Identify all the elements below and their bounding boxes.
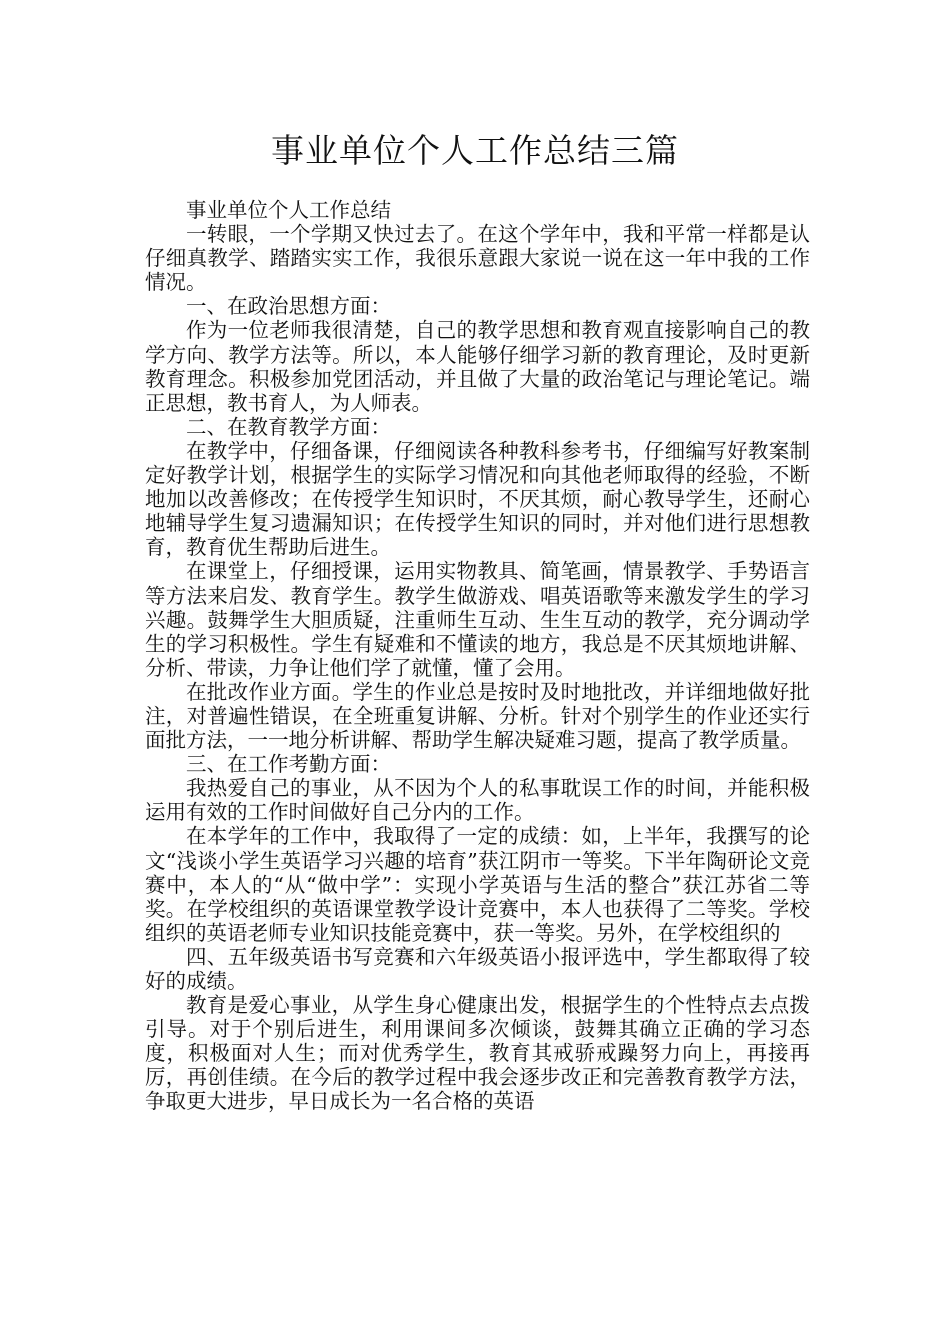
section-heading-teaching: 二、在教育教学方面： [186, 414, 391, 439]
paragraph-subtitle: 事业单位个人工作总结 [186, 198, 391, 222]
paragraph-caring-education: 教育是爱心事业，从学生身心健康出发，根据学生的个性特点去点拨引导。对于个别后进生，利用课间多次倾谈，鼓舞其确立正确的学习态度，积极面对人生；而对优秀学生，教育其戒骄戒躁努力向上，再接再厉，再创佳绩。在今后的教学过程中我会逐步改正和完善教育教学方法，争取更大进步，早日成长为一名合格的英语 [145, 993, 810, 1114]
section-heading-politics: 一、在政治思想方面： [186, 294, 391, 319]
document-body [145, 198, 810, 1114]
paragraph-intro: 一转眼，一个学期又快过去了。在这个学年中，我和平常一样都是认仔细真教学、踏踏实实工作，我很乐意跟大家说一说在这一年中我的工作情况。 [145, 222, 810, 295]
paragraph-homework: 在批改作业方面。学生的作业总是按时及时地批改，并详细地做好批注，对普遍性错误，在全班重复讲解、分析。针对个别学生的作业还实行面批方法，一一地分析讲解、帮助学生解决疑难习题，提高了教学质量。 [145, 679, 810, 753]
paragraph-teaching-prep: 在教学中，仔细备课，仔细阅读各种教科参考书，仔细编写好教案制定好教学计划，根据学生的实际学习情况和向其他老师取得的经验，不断地加以改善修改；在传授学生知识时，不厌其烦，耐心教导学生，还耐心地辅导学生复习遗漏知识；在传授学生知识的同时，并对他们进行思想教育，教育优生帮助后进生。 [145, 438, 810, 560]
paragraph-politics: 作为一位老师我很清楚，自己的教学思想和教育观直接影响自己的教学方向、教学方法等。所以，本人能够仔细学习新的教育理论，及时更新教育理念。积极参加党团活动，并且做了大量的政治笔记与理论笔记。端正思想，教书育人，为人师表。 [145, 318, 810, 415]
paragraph-attendance: 我热爱自己的事业，从不因为个人的私事耽误工作的时间，并能积极运用有效的工作时间做好自己分内的工作。 [145, 776, 810, 825]
paragraph-classroom: 在课堂上，仔细授课，运用实物教具、简笔画，情景教学、手势语言等方法来启发、教育学生。教学生做游戏、唱英语歌等来激发学生的学习兴趣。鼓舞学生大胆质疑，注重师生互动、生生互动的教学，充分调动学生的学习积极性。学生有疑难和不懂读的地方，我总是不厌其烦地讲解、分析、带读，力争让他们学了就懂，懂了会用。 [145, 559, 810, 680]
paragraph-achievements: 在本学年的工作中，我取得了一定的成绩：如，上半年，我撰写的论文“浅谈小学生英语学习兴趣的培育”获江阴市一等奖。下半年陶研论文竞赛中，本人的“从“做中学”：实现小学英语与生活的整合”获江苏省二等奖。在学校组织的英语课堂教学设计竞赛中，本人也获得了二等奖。学校组织的英语老师专业知识技能竞赛中，获一等奖。另外，在学校组织的 [145, 824, 810, 945]
section-heading-attendance: 三、在工作考勤方面： [186, 752, 391, 777]
paragraph-competitions: 四、五年级英语书写竞赛和六年级英语小报评选中，学生都取得了较好的成绩。 [145, 944, 810, 993]
document-title: 事业单位个人工作总结三篇 [271, 131, 679, 170]
